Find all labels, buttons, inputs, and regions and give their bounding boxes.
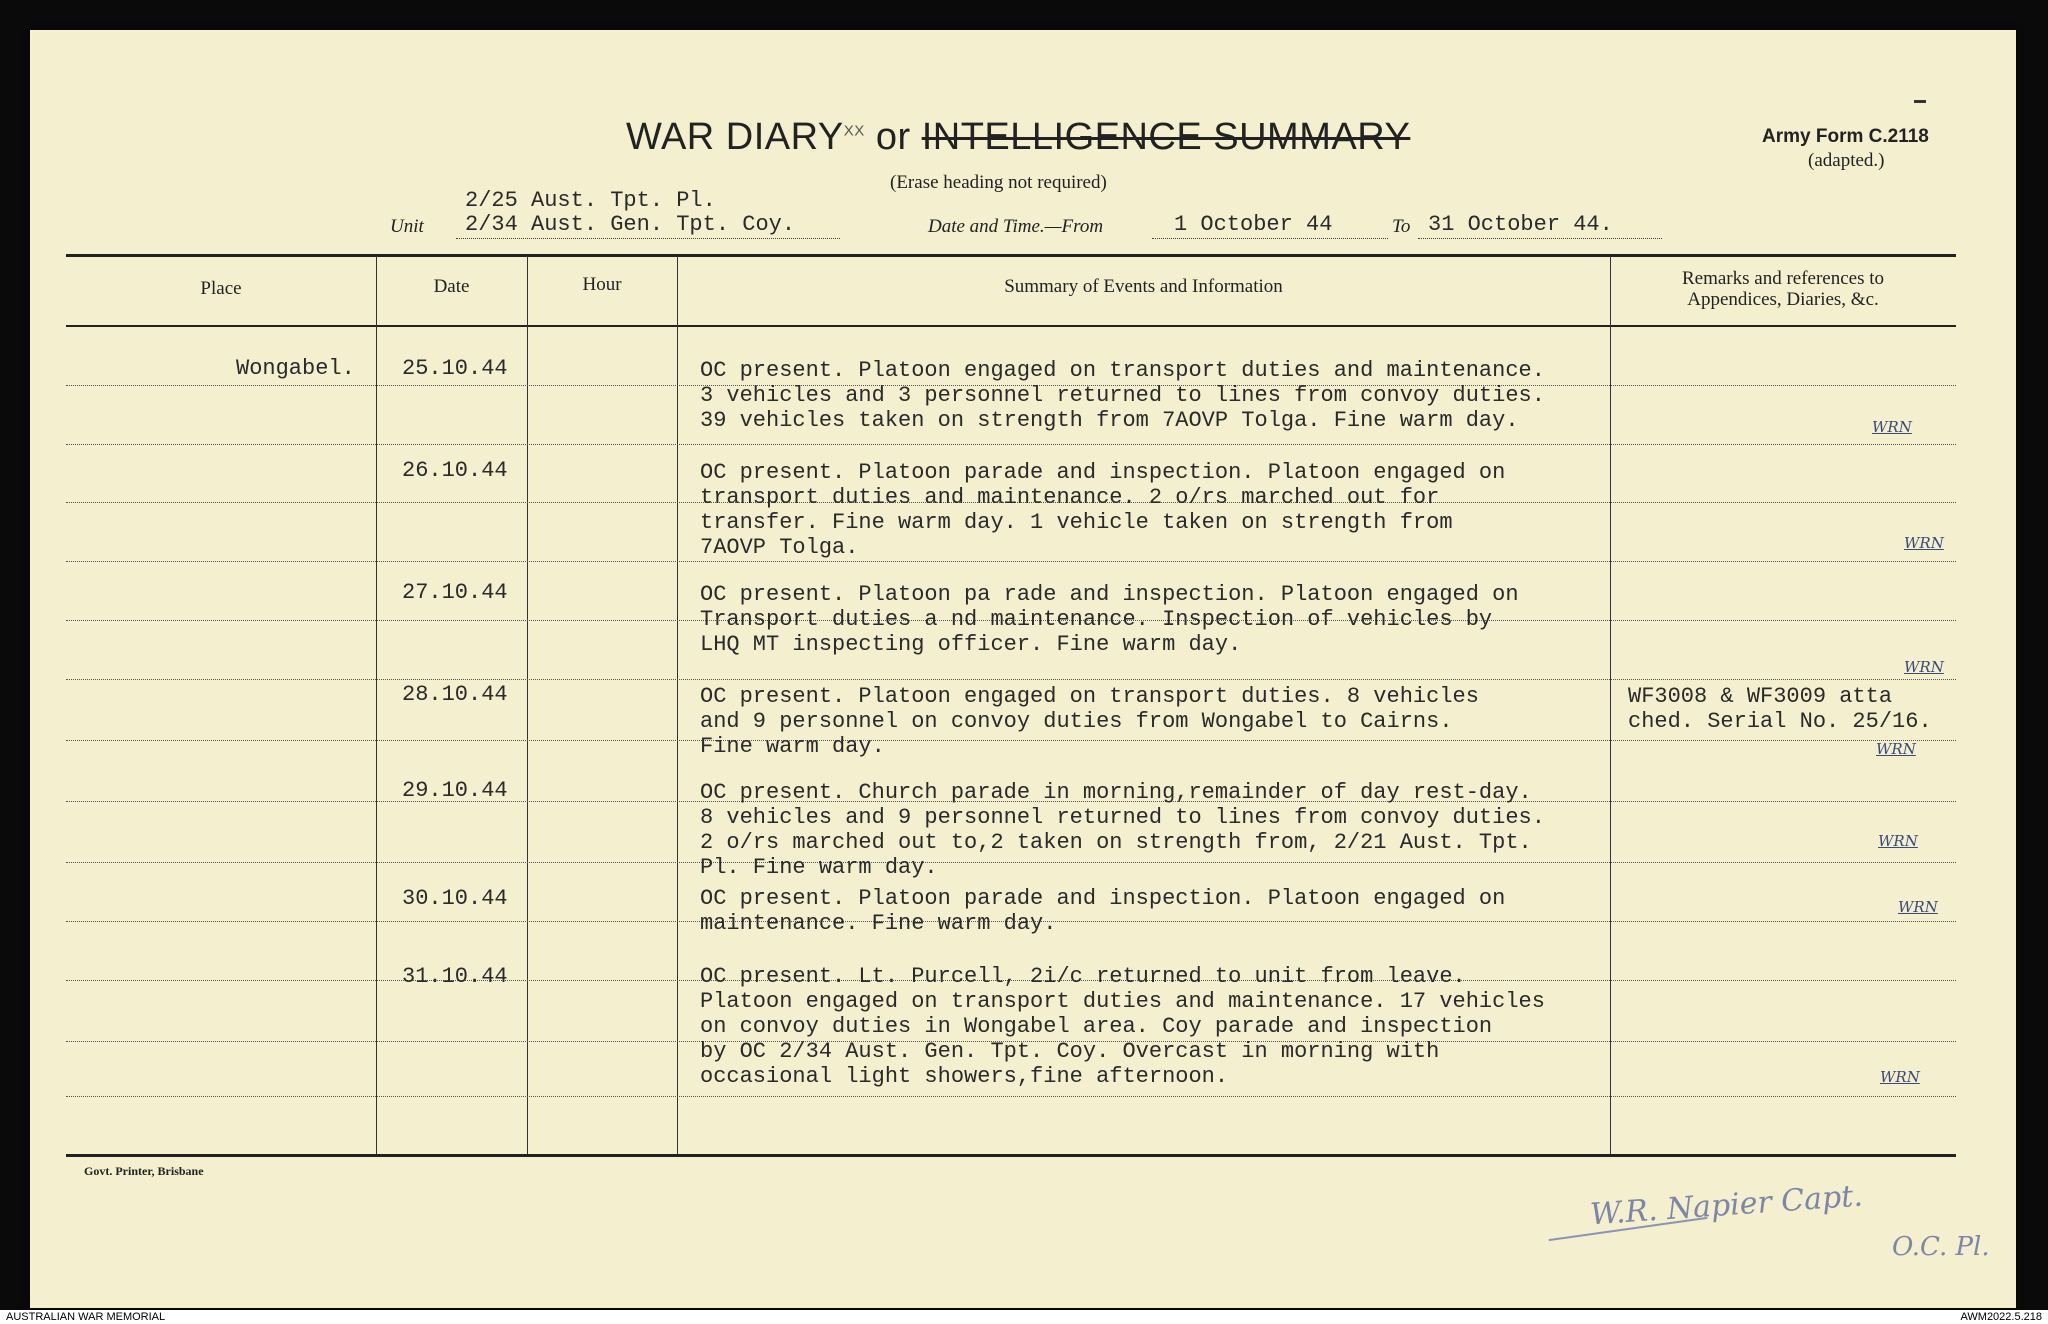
header-hour: Hour <box>582 274 622 295</box>
table-cell-initials: WRN <box>1876 740 1916 758</box>
row-rule <box>66 1096 1956 1097</box>
table-cell-summary: OC present. Lt. Purcell, 2i/c returned to unit from leave. Platoon engaged on transport duties and maintenance. 17 vehicles on convoy duties in Wongabel area. Coy parade and inspection by OC 2/34 Aust. Gen. Tpt. Coy. Overcast in morning with occasional light showers,fine afternoon. <box>700 964 1545 1089</box>
archive-reference: AWM2022.5.218 <box>1960 1311 2042 1323</box>
from-underline <box>1152 238 1388 240</box>
printer-credit: Govt. Printer, Brisbane <box>84 1164 204 1178</box>
army-form-label: Army Form C.2118 <box>1762 126 1929 147</box>
from-value: 1 October 44 <box>1174 212 1333 237</box>
date-time-label: Date and Time.—From <box>928 216 1104 237</box>
table-bottom-rule <box>66 1154 1956 1157</box>
table-cell-summary: OC present. Church parade in morning,remainder of day rest-day. 8 vehicles and 9 personnel returned to lines from convoy duties. 2 o/rs marched out to,2 taken on strength from, 2/21 Aust. Tpt. Pl. Fine warm day. <box>700 780 1545 880</box>
table-cell-summary: OC present. Platoon pa rade and inspection. Platoon engaged on Transport duties a nd maintenance. Inspection of vehicles by LHQ MT inspecting officer. Fine warm day. <box>700 582 1519 657</box>
archive-name: AUSTRALIAN WAR MEMORIAL <box>6 1311 166 1323</box>
table-cell-place: Wongabel. <box>236 356 355 381</box>
unit-label: Unit <box>390 216 424 237</box>
table-cell-date: 28.10.44 <box>402 682 508 707</box>
unit-underline <box>456 238 840 240</box>
table-cell-summary: OC present. Platoon parade and inspection. Platoon engaged on transport duties and maintenance. 2 o/rs marched out for transfer. Fine warm day. 1 vehicle taken on strength from 7AOVP Tolga. <box>700 460 1506 560</box>
column-divider-hour <box>677 256 678 1154</box>
row-rule <box>66 561 1956 562</box>
header-date: Date <box>433 276 470 297</box>
signature-title: O.C. Pl. <box>1892 1232 1990 1262</box>
unit-line-1: 2/25 Aust. Tpt. Pl. <box>465 188 716 213</box>
table-cell-summary: OC present. Platoon engaged on transport duties and maintenance. 3 vehicles and 3 personnel returned to lines from convoy duties. 39 vehicles taken on strength from 7AOVP Tolga. Fine warm day. <box>700 358 1545 433</box>
table-cell-initials: WRN <box>1898 898 1938 916</box>
table-cell-initials: WRN <box>1878 832 1918 850</box>
to-underline <box>1418 238 1662 240</box>
row-rule <box>66 679 1956 680</box>
ink-mark <box>1914 100 1926 103</box>
table-cell-initials: WRN <box>1872 418 1912 436</box>
table-cell-summary: OC present. Platoon parade and inspection. Platoon engaged on maintenance. Fine warm day. <box>700 886 1506 936</box>
table-cell-initials: WRN <box>1904 534 1944 552</box>
to-label: To <box>1392 216 1411 237</box>
table-cell-remarks: WF3008 & WF3009 atta ched. Serial No. 25/16. <box>1628 684 1932 734</box>
table-cell-initials: WRN <box>1904 658 1944 676</box>
table-cell-date: 31.10.44 <box>402 964 508 989</box>
table-cell-date: 26.10.44 <box>402 458 508 483</box>
table-cell-date: 29.10.44 <box>402 778 508 803</box>
table-header-rule <box>66 325 1956 327</box>
to-value: 31 October 44. <box>1428 212 1613 237</box>
title-prefix: WAR DIARY <box>626 116 844 158</box>
column-divider-date <box>527 256 528 1154</box>
title-or: or <box>875 116 911 158</box>
army-form-note: (adapted.) <box>1808 150 1885 171</box>
unit-line-2: 2/34 Aust. Gen. Tpt. Coy. <box>465 212 796 237</box>
title-superscript: XX <box>843 122 865 140</box>
row-rule <box>66 444 1956 445</box>
table-cell-summary: OC present. Platoon engaged on transport duties. 8 vehicles and 9 personnel on convoy duties from Wongabel to Cairns. Fine warm day. <box>700 684 1479 759</box>
table-cell-date: 25.10.44 <box>402 356 508 381</box>
title-struck: INTELLIGENCE SUMMARY <box>921 116 1411 158</box>
table-cell-date: 27.10.44 <box>402 580 508 605</box>
column-divider-place <box>376 256 377 1154</box>
table-cell-initials: WRN <box>1880 1068 1920 1086</box>
page-title <box>626 116 1410 159</box>
table-cell-date: 30.10.44 <box>402 886 508 911</box>
table-top-rule <box>66 254 1956 257</box>
header-place: Place <box>200 278 242 299</box>
officer-signature: W.R. Napier Capt. <box>1589 1178 1864 1233</box>
erase-note: (Erase heading not required) <box>890 172 1107 193</box>
header-remarks: Remarks and references to Appendices, Diaries, &c. <box>1681 268 1885 310</box>
header-summary: Summary of Events and Information <box>1004 276 1283 297</box>
archive-strip <box>0 1310 2048 1324</box>
